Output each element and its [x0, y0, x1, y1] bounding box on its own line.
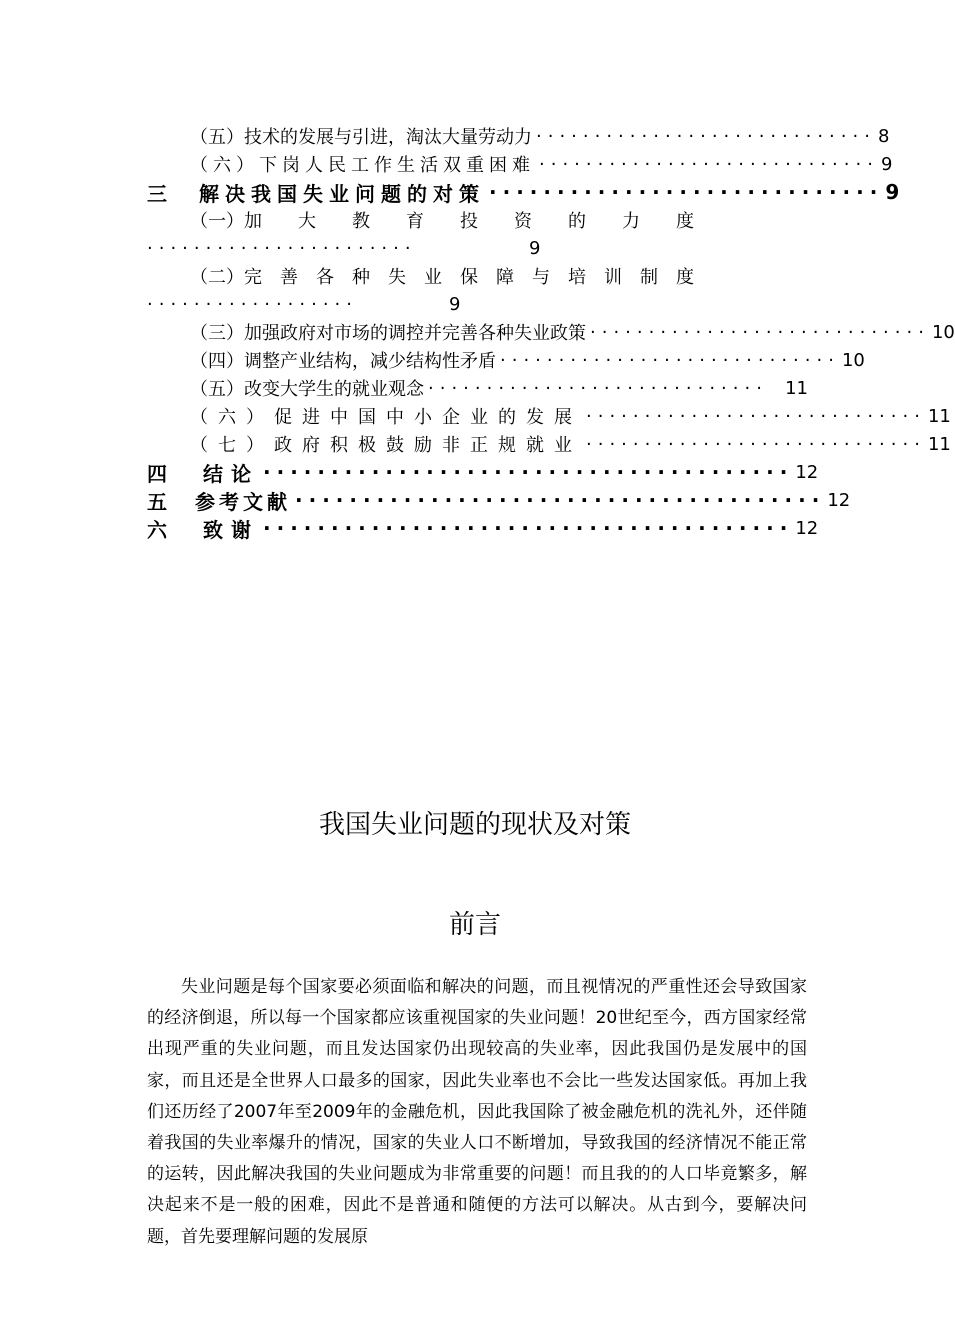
toc-entry-label: （五）改变大学生的就业观念	[190, 379, 424, 400]
toc-leader-dots: ·····························	[586, 405, 926, 427]
toc-page-number: 11	[927, 405, 951, 427]
toc-page-number: 10	[931, 321, 955, 343]
toc-leader-dots: ·····························	[500, 349, 840, 371]
toc-entry	[147, 515, 819, 542]
toc-leader-dots: ·····························	[539, 153, 879, 175]
toc-entry	[190, 263, 808, 289]
toc-entry	[190, 375, 808, 401]
toc-leader-dots: ·······································	[263, 460, 794, 484]
toc-leader-dots: ·····························	[428, 377, 768, 399]
toc-entry	[190, 151, 898, 177]
toc-entry-label: 三 解决我国失业问题的对策	[147, 181, 485, 206]
toc-entry	[190, 431, 951, 457]
body-paragraph: 失业问题是每个国家要必须面临和解决的问题，而且视情况的严重性还会导致国家的经济倒退，所以每一个国家都应该重视国家的失业问题！20世纪至今，西方国家经常出现严重的失业问题，而且发达国家仍出现较高的失业率，因此我国仍是发展中的国家，而且还是全世界人口最多的国家，因此失业率也不会比一些发达国家低。再加上我们还历经了2007年至2009年的金融危机，因此我国除了被金融危机的洗礼外，还伴随着我国的失业率爆升的情况，国家的失业人口不断增加，导致我国的经济情况不能正常的运转，因此解决我国的失业问题成为非常重要的问题！而且我的的人口毕竟繁多，解决起来不是一般的困难，因此不是普通和随便的方法可以解决。从古到今，要解决问题，首先要理解问题的发展原	[147, 977, 807, 1247]
toc-entry	[190, 347, 865, 373]
toc-entry-label: 六 致谢	[147, 517, 259, 542]
toc-leader-dots: ··················	[147, 293, 358, 315]
toc-leader-dots: ·······················	[147, 237, 417, 259]
toc-entry-label: （六）促进中国中小企业的发展	[190, 407, 582, 428]
toc-entry-label: （一）加 大 教 育 投 资 的 力 度	[190, 211, 694, 232]
toc-leader-dots: ·····························	[489, 180, 884, 204]
section-title: 前言	[448, 910, 501, 940]
toc-entry-label: （六）下岗人民工作生活双重困难	[190, 155, 535, 176]
toc-page-number: 8	[877, 125, 890, 147]
toc-entry-label: （三）加强政府对市场的调控并完善各种失业政策	[190, 323, 586, 344]
toc-entry-continued	[147, 291, 467, 317]
toc-entry	[190, 319, 955, 345]
toc-entry	[147, 487, 851, 514]
toc-entry-label: （四）调整产业结构，减少结构性矛盾	[190, 351, 496, 372]
toc-page-number: 9	[449, 293, 461, 315]
toc-entry	[190, 207, 808, 233]
toc-entry-label: （七）政府积极鼓励非正规就业	[190, 435, 582, 456]
toc-page-number: 11	[927, 433, 951, 455]
document-title: 我国失业问题的现状及对策	[318, 810, 631, 840]
toc-entry-label: 四 结论	[147, 461, 259, 486]
toc-page-number: 9	[885, 180, 906, 204]
toc-leader-dots: ·····························	[590, 321, 930, 343]
toc-entry-label: 五 参考文献	[147, 489, 291, 514]
toc-page-number: 12	[827, 489, 851, 511]
toc-entry	[147, 179, 906, 206]
toc-page-number: 9	[529, 237, 541, 259]
toc-page-number: 12	[795, 517, 819, 539]
toc-page-number: 9	[880, 153, 898, 175]
toc-page-number: 12	[795, 461, 819, 483]
toc-page-number: 10	[841, 349, 865, 371]
toc-entry-continued	[147, 235, 547, 261]
toc-leader-dots: ·······································	[263, 516, 794, 540]
toc-entry	[147, 459, 819, 486]
toc-page-number: 11	[785, 377, 808, 399]
toc-leader-dots: ·····························	[536, 125, 876, 147]
toc-leader-dots: ·····························	[586, 433, 926, 455]
toc-entry	[190, 403, 951, 429]
toc-leader-dots: ·······································	[295, 488, 826, 512]
toc-entry-label: （二）完 善 各 种 失 业 保 障 与 培 训 制 度	[190, 267, 694, 288]
toc-entry-label: （五）技术的发展与引进，淘汰大量劳动力	[190, 127, 532, 148]
toc-entry	[190, 123, 890, 149]
body-text	[147, 972, 807, 1253]
